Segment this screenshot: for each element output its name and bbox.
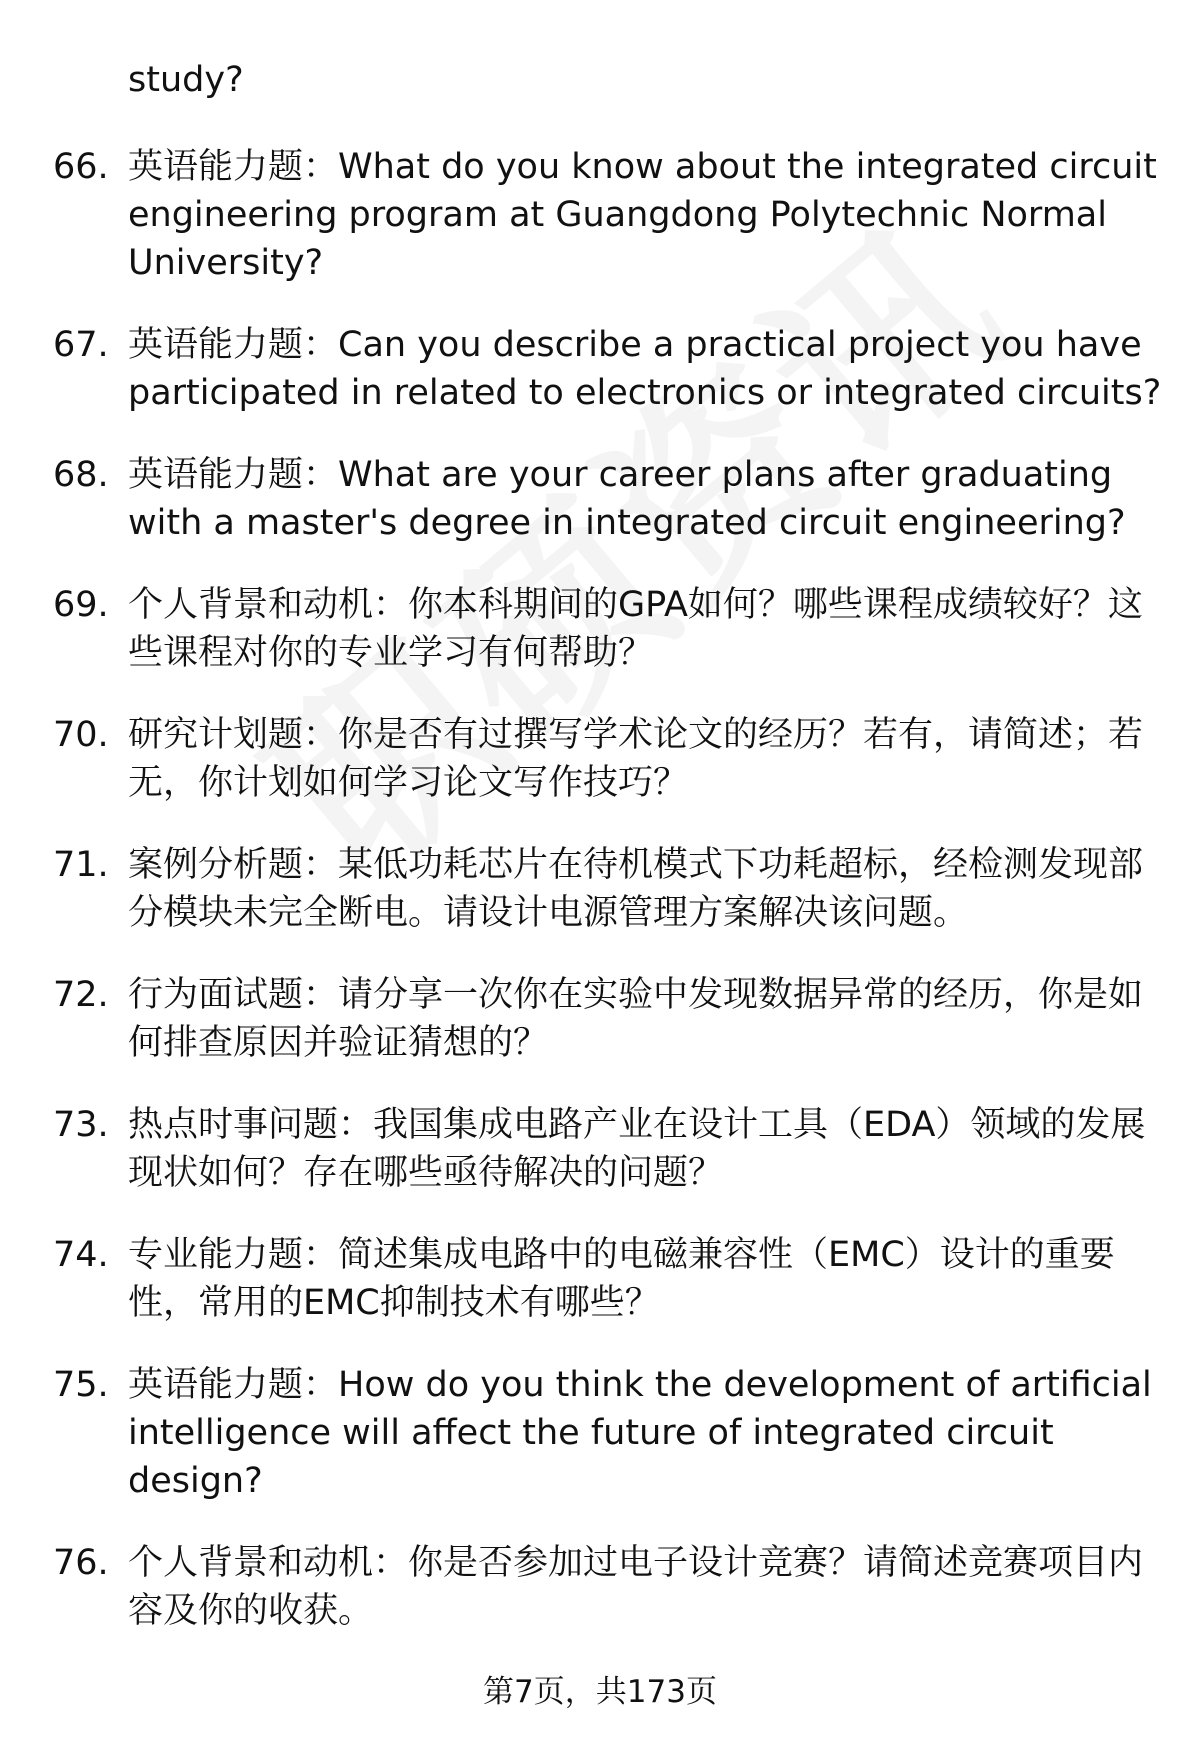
question-text: 英语能力题：What are your career plans after graduating with a master's degree in integrated circuit engineering?	[128, 455, 1126, 543]
question-number: 69.	[53, 585, 109, 625]
question-text: 行为面试题：请分享一次你在实验中发现数据异常的经历，你是如何排查原因并验证猜想的？	[128, 975, 1144, 1063]
question-item	[0, 971, 1200, 1067]
question-list	[0, 143, 1200, 1669]
question-number: 75.	[53, 1365, 109, 1405]
page-number-footer: 第7页，共173页	[483, 1674, 717, 1710]
question-number: 70.	[53, 715, 109, 755]
question-item	[0, 143, 1200, 287]
question-number: 66.	[53, 147, 109, 187]
question-text: 热点时事问题：我国集成电路产业在设计工具（EDA）领域的发展现状如何？存在哪些亟待解决的问题？	[128, 1105, 1146, 1193]
question-text: 案例分析题：某低功耗芯片在待机模式下功耗超标，经检测发现部分模块未完全断电。请设计电源管理方案解决该问题。	[128, 845, 1144, 933]
question-item	[0, 581, 1200, 677]
question-text: 英语能力题：How do you think the development of artificial intelligence will affect the future of integrated circuit design?	[128, 1365, 1152, 1501]
question-item	[0, 711, 1200, 807]
question-number: 76.	[53, 1543, 109, 1583]
question-item	[0, 451, 1200, 547]
question-item	[0, 841, 1200, 937]
question-number: 67.	[53, 325, 109, 365]
question-item	[0, 1101, 1200, 1197]
question-item	[0, 1361, 1200, 1505]
question-text: 研究计划题：你是否有过撰写学术论文的经历？若有，请简述；若无，你计划如何学习论文写作技巧？	[128, 715, 1144, 803]
question-text: 个人背景和动机：你本科期间的GPA如何？哪些课程成绩较好？这些课程对你的专业学习有何帮助？	[128, 585, 1143, 673]
question-text: 英语能力题：What do you know about the integrated circuit engineering program at Guangdong Polytechnic Normal University?	[128, 147, 1157, 283]
question-number: 71.	[53, 845, 109, 885]
question-item	[0, 321, 1200, 417]
question-number: 74.	[53, 1235, 109, 1275]
question-text: 个人背景和动机：你是否参加过电子设计竞赛？请简述竞赛项目内容及你的收获。	[128, 1543, 1144, 1631]
question-text: 专业能力题：简述集成电路中的电磁兼容性（EMC）设计的重要性，常用的EMC抑制技术有哪些？	[128, 1235, 1115, 1323]
question-text: 英语能力题：Can you describe a practical project you have participated in related to electronics or integrated circuits?	[128, 325, 1162, 413]
question-item	[0, 1539, 1200, 1635]
question-number: 73.	[53, 1105, 109, 1145]
question-number: 68.	[53, 455, 109, 495]
continued-question-text: study?	[128, 60, 244, 100]
question-item	[0, 1231, 1200, 1327]
question-number: 72.	[53, 975, 109, 1015]
